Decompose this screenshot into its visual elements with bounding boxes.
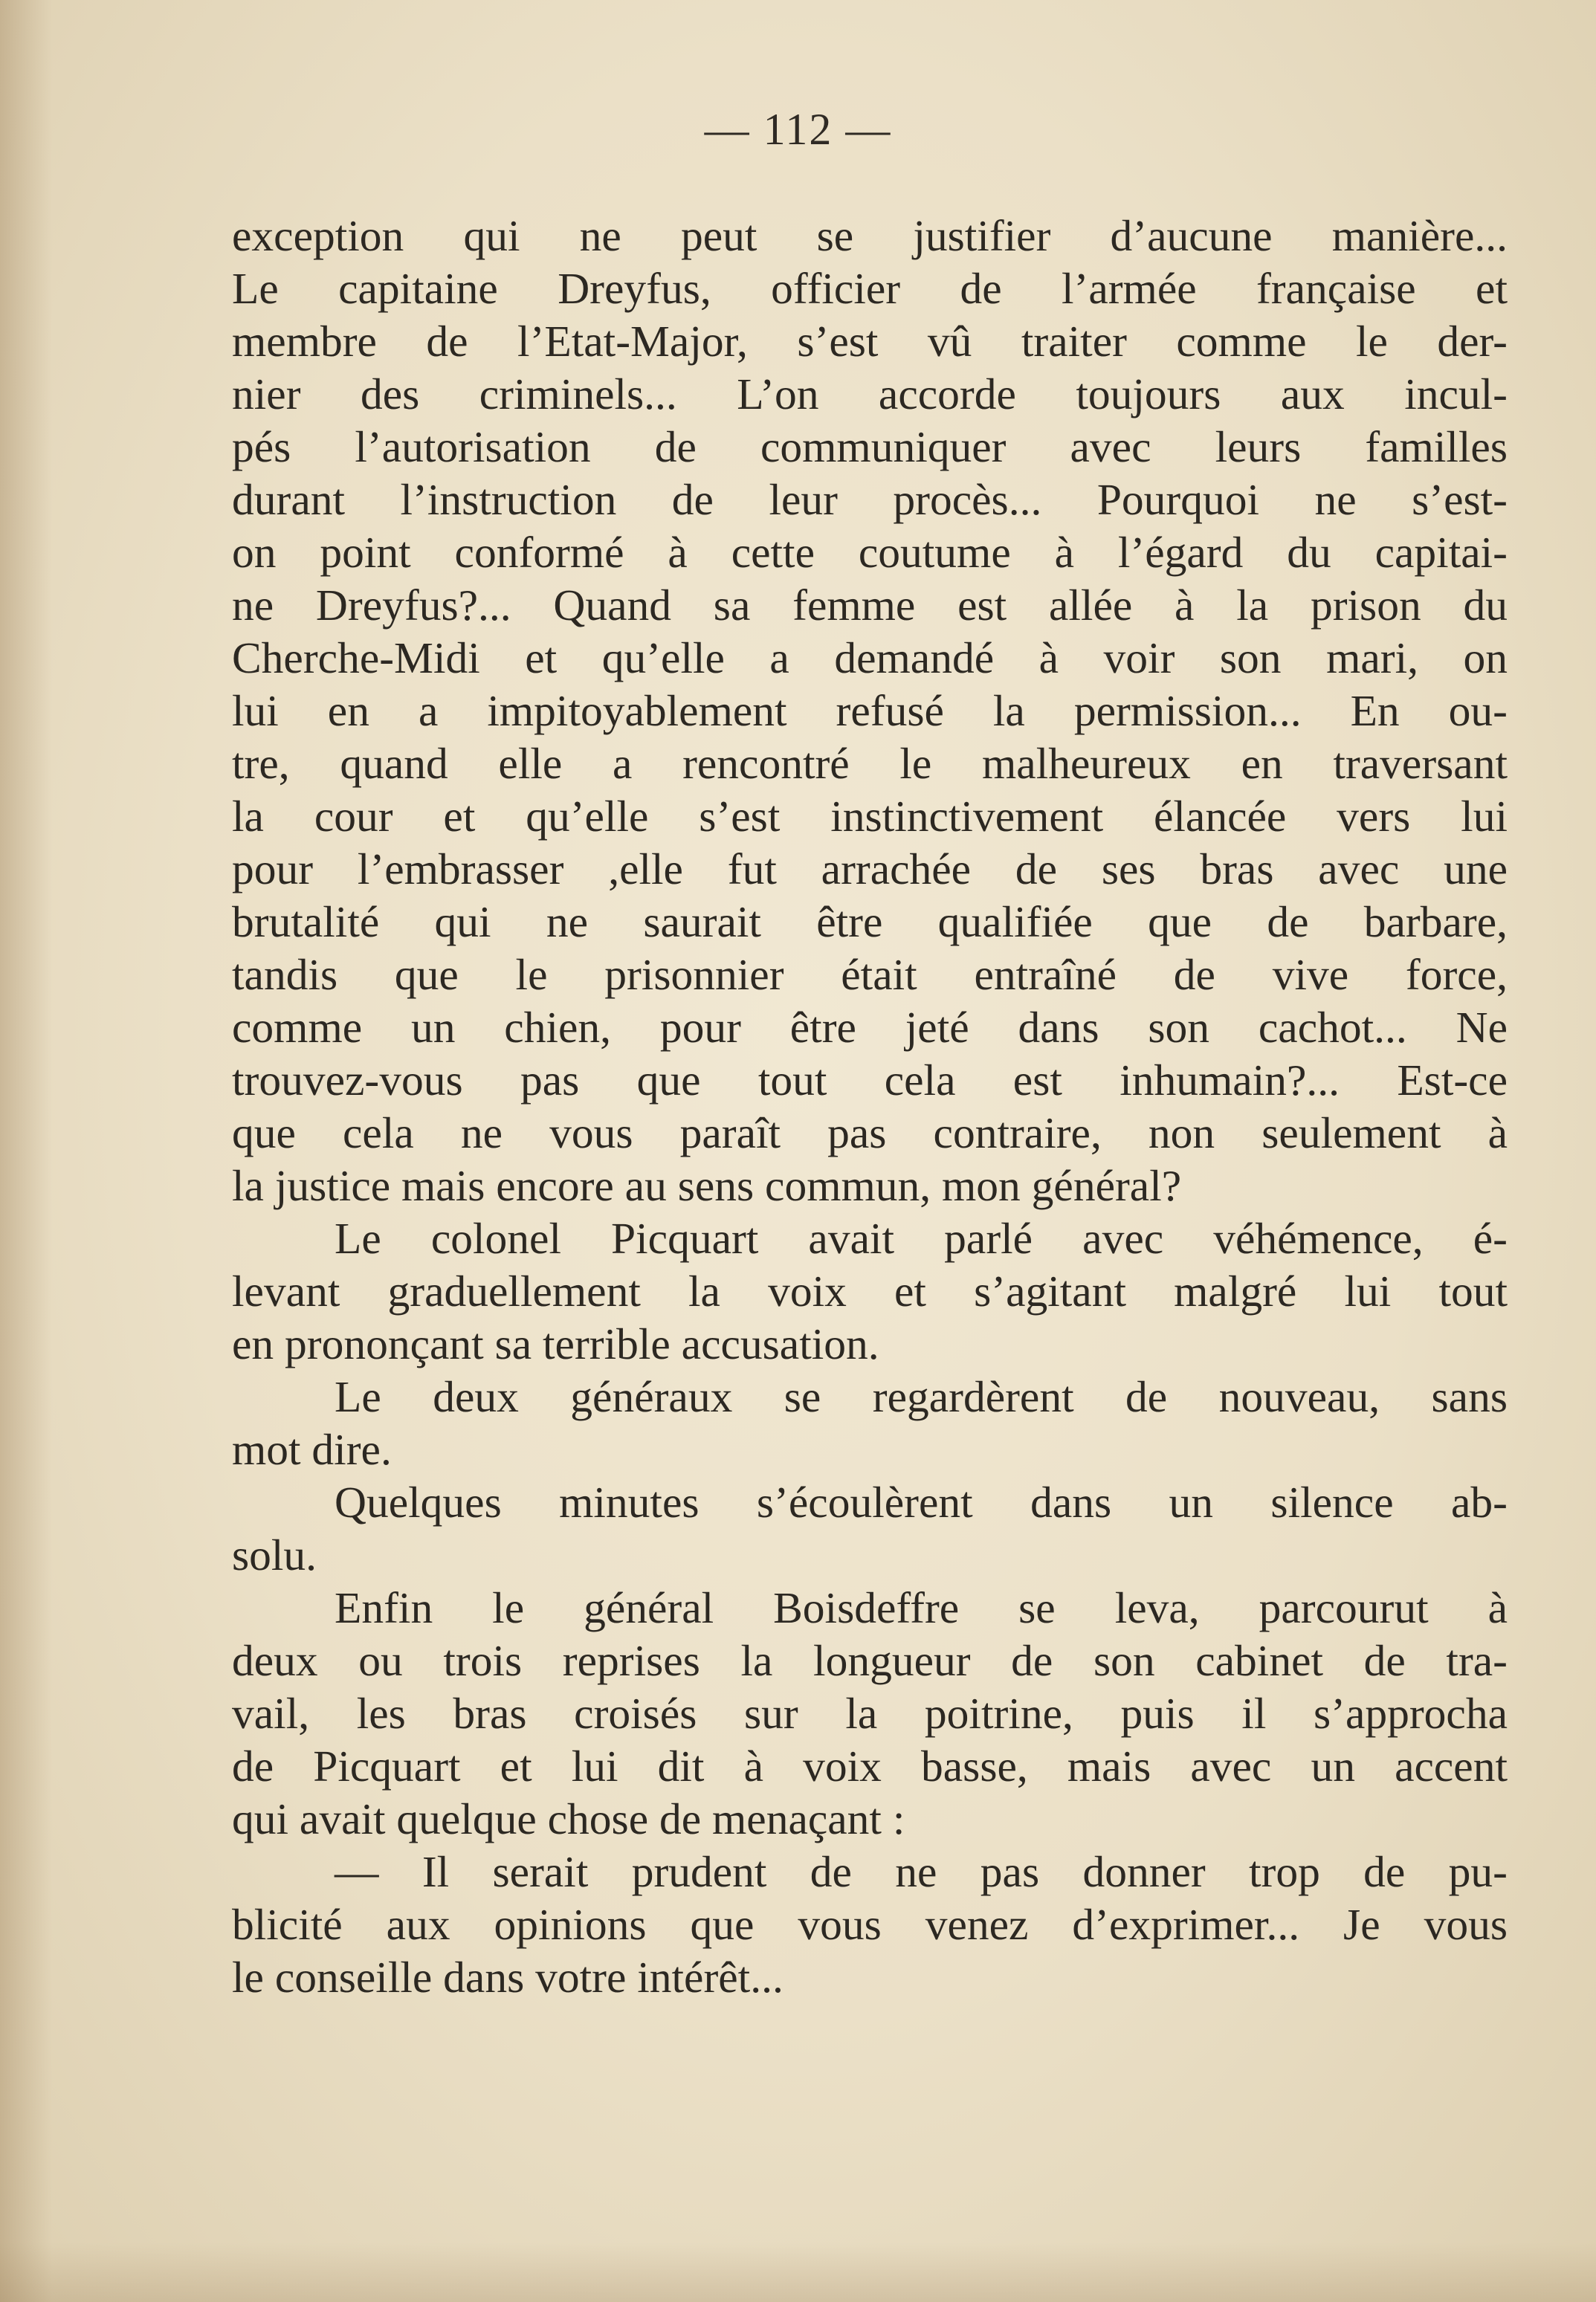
text-line: blicité aux opinions que vous venez d’exprimer... Je vous [232, 1900, 1508, 1949]
text-line: solu. [232, 1530, 317, 1580]
text-line: on point conformé à cette coutume à l’égard du capitai- [232, 528, 1508, 577]
text-line: comme un chien, pour être jeté dans son cachot... Ne [232, 1003, 1508, 1052]
text-line: Le capitaine Dreyfus, officier de l’armée française et [232, 264, 1508, 313]
text-line: trouvez-vous pas que tout cela est inhumain?... Est-ce [232, 1055, 1508, 1105]
text-line: tandis que le prisonnier était entraîné de vive force, [232, 950, 1508, 999]
text-line: tre, quand elle a rencontré le malheureux en traversant [232, 739, 1508, 788]
page-number: — 112 — [704, 105, 892, 154]
text-line: ne Dreyfus?... Quand sa femme est allée à la prison du [232, 581, 1508, 630]
text-line: le conseille dans votre intérêt... [232, 1953, 784, 2002]
text-line: lui en a impitoyablement refusé la permission... En ou- [232, 686, 1508, 735]
page-bottom-shadow [0, 2243, 1596, 2302]
text-line: pés l’autorisation de communiquer avec leurs familles [232, 422, 1508, 471]
text-line: membre de l’Etat-Major, s’est vû traiter comme le der- [232, 317, 1508, 366]
text-line: la justice mais encore au sens commun, mon général? [232, 1161, 1182, 1210]
text-line: en prononçant sa terrible accusation. [232, 1319, 879, 1368]
text-line: Cherche-Midi et qu’elle a demandé à voir son mari, on [232, 633, 1508, 682]
page-edge-shadow [0, 0, 52, 2302]
text-line: pour l’embrasser ,elle fut arrachée de ses bras avec une [232, 844, 1508, 893]
text-line: qui avait quelque chose de menaçant : [232, 1794, 905, 1843]
text-line: la cour et qu’elle s’est instinctivement élancée vers lui [232, 792, 1508, 841]
paragraph-line: Quelques minutes s’écoulèrent dans un silence ab- [335, 1478, 1508, 1527]
paragraph-line: Le colonel Picquart avait parlé avec véhémence, é- [335, 1214, 1508, 1263]
text-line: de Picquart et lui dit à voix basse, mais avec un accent [232, 1742, 1508, 1791]
text-line: vail, les bras croisés sur la poitrine, puis il s’approcha [232, 1689, 1508, 1738]
paragraph-line: Le deux généraux se regardèrent de nouveau, sans [335, 1372, 1508, 1421]
text-line: que cela ne vous paraît pas contraire, non seulement à [232, 1108, 1508, 1157]
body-text [232, 210, 1508, 2004]
text-line: levant graduellement la voix et s’agitant malgré lui tout [232, 1267, 1508, 1316]
text-line: durant l’instruction de leur procès... Pourquoi ne s’est- [232, 475, 1508, 524]
text-line: mot dire. [232, 1425, 392, 1474]
text-line: deux ou trois reprises la longueur de son cabinet de tra- [232, 1636, 1508, 1685]
text-line: exception qui ne peut se justifier d’aucune manière... [232, 211, 1508, 260]
text-line: brutalité qui ne saurait être qualifiée que de barbare, [232, 897, 1508, 946]
paragraph-line: Enfin le général Boisdeffre se leva, parcourut à [335, 1583, 1508, 1632]
text-line: nier des criminels... L’on accorde toujours aux incul- [232, 369, 1508, 418]
paragraph-line: — Il serait prudent de ne pas donner trop de pu- [335, 1847, 1508, 1896]
